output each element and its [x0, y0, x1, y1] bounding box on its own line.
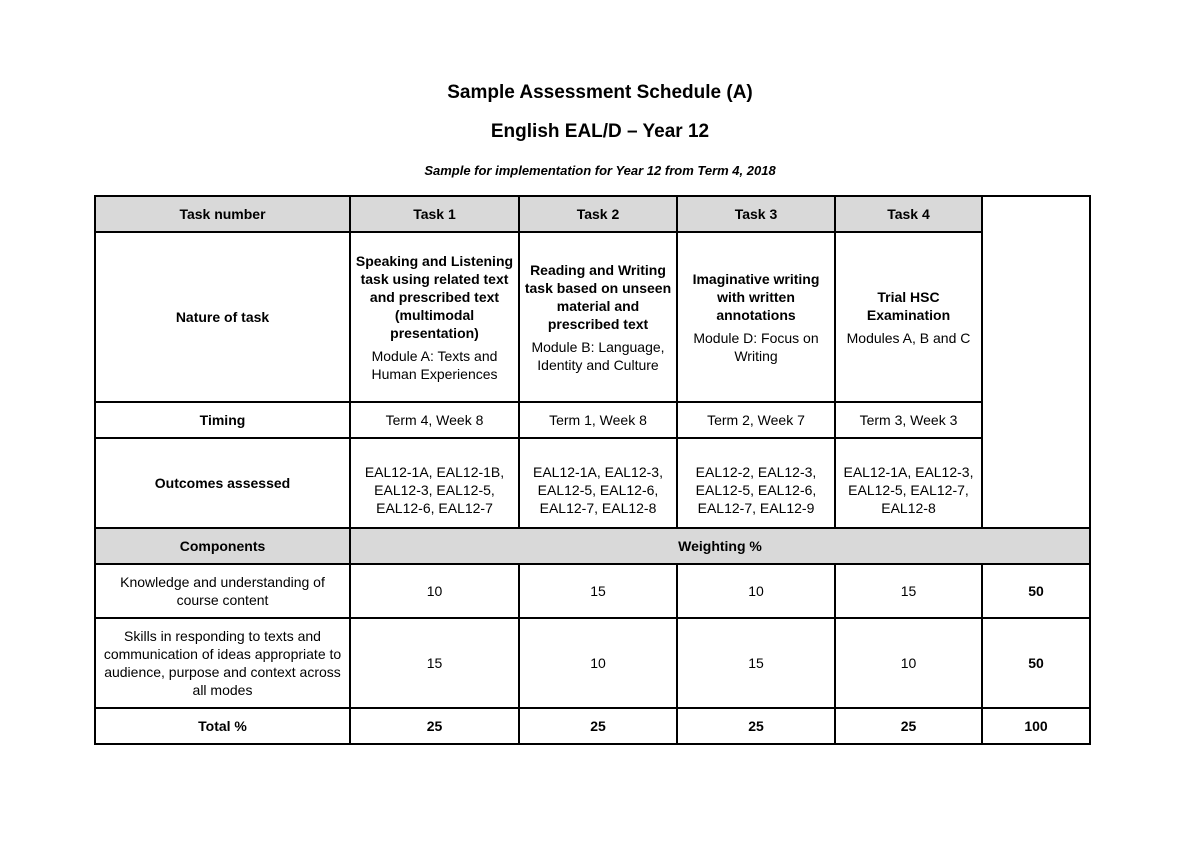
nature-cell: [519, 232, 677, 402]
component-row: [95, 564, 1090, 618]
nature-module: Module D: Focus on Writing: [693, 329, 819, 364]
nature-cell: [350, 232, 519, 402]
nature-module: Modules A, B and C: [846, 329, 971, 346]
course-title: English EAL/D – Year 12: [490, 121, 710, 142]
nature-title: Trial HSC Examination: [866, 288, 951, 323]
components-row: [95, 528, 1090, 564]
outcomes-cell: EAL12-2, EAL12-3, EAL12-5, EAL12-6, EAL12-7, EAL12-9: [677, 438, 835, 528]
timing-label: Timing: [95, 402, 350, 438]
nature-module: Module B: Language, Identity and Culture: [531, 338, 665, 373]
nature-title: Reading and Writing task based on unseen material and prescribed text: [524, 261, 672, 332]
task-header: Task 2: [519, 196, 677, 232]
timing-cell: Term 3, Week 3: [835, 402, 982, 438]
outcomes-label: Outcomes assessed: [95, 438, 350, 528]
total-label: Total %: [95, 708, 350, 744]
nature-label: Nature of task: [95, 232, 350, 402]
component-label: Skills in responding to texts and communication of ideas appropriate to audience, purpose and context across all modes: [95, 618, 350, 708]
timing-cell: Term 1, Week 8: [519, 402, 677, 438]
component-row: [95, 618, 1090, 708]
components-label: Components: [95, 528, 350, 564]
component-total: 50: [982, 564, 1090, 618]
weight-cell: 10: [835, 618, 982, 708]
weight-cell: 15: [677, 618, 835, 708]
task-header: Task 3: [677, 196, 835, 232]
nature-module: Module A: Texts and Human Experiences: [371, 347, 498, 382]
task-header: Task 1: [350, 196, 519, 232]
assessment-schedule-table: [94, 195, 1091, 745]
nature-cell: [677, 232, 835, 402]
component-total: 50: [982, 618, 1090, 708]
nature-title: Imaginative writing with written annotations: [692, 270, 820, 323]
total-cell: 25: [835, 708, 982, 744]
weighting-label: Weighting %: [350, 528, 1090, 564]
outcomes-cell: EAL12-1A, EAL12-3, EAL12-5, EAL12-6, EAL12-7, EAL12-8: [519, 438, 677, 528]
page-title: Sample Assessment Schedule (A): [447, 82, 753, 103]
page-subtitle: Sample for implementation for Year 12 from Term 4, 2018: [424, 163, 776, 178]
weight-cell: 10: [350, 564, 519, 618]
weight-cell: 15: [519, 564, 677, 618]
weight-cell: 10: [519, 618, 677, 708]
total-cell: 25: [519, 708, 677, 744]
total-cell: 25: [350, 708, 519, 744]
grand-total: 100: [982, 708, 1090, 744]
total-row: [95, 708, 1090, 744]
weight-cell: 10: [677, 564, 835, 618]
nature-cell: [835, 232, 982, 402]
weight-cell: 15: [835, 564, 982, 618]
outcomes-cell: EAL12-1A, EAL12-3, EAL12-5, EAL12-7, EAL12-8: [835, 438, 982, 528]
component-label: Knowledge and understanding of course content: [95, 564, 350, 618]
blank-cell: [982, 196, 1090, 528]
weight-cell: 15: [350, 618, 519, 708]
task-number-label: Task number: [95, 196, 350, 232]
nature-title: Speaking and Listening task using related text and prescribed text (multimodal presentation): [355, 252, 514, 341]
outcomes-row: [95, 438, 1090, 528]
task-number-row: [95, 196, 1090, 232]
task-header: Task 4: [835, 196, 982, 232]
timing-cell: Term 2, Week 7: [677, 402, 835, 438]
total-cell: 25: [677, 708, 835, 744]
nature-row: [95, 232, 1090, 402]
outcomes-cell: EAL12-1A, EAL12-1B, EAL12-3, EAL12-5, EAL12-6, EAL12-7: [350, 438, 519, 528]
timing-cell: Term 4, Week 8: [350, 402, 519, 438]
timing-row: [95, 402, 1090, 438]
